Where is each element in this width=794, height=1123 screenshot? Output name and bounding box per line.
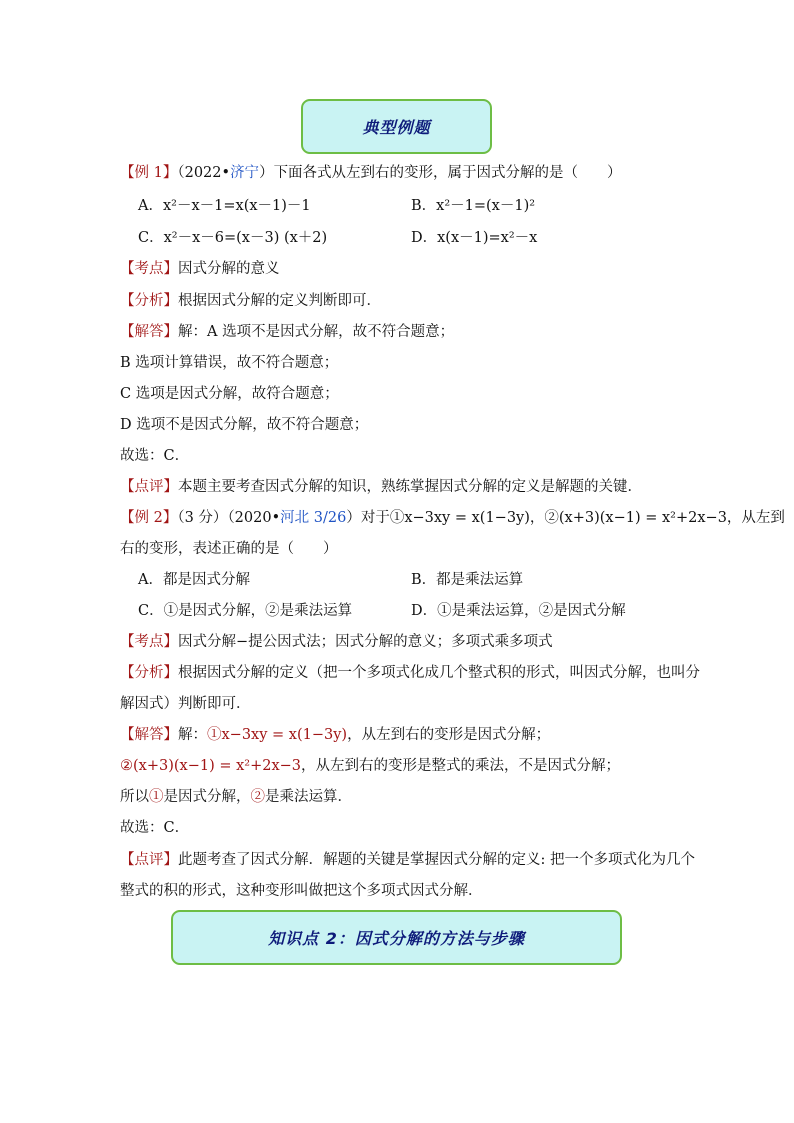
ex1-dianping-tag: 【点评】 — [120, 479, 178, 495]
ex2-jieda-math2: ②(x+3)(x−1) = x²+2x−3 — [120, 758, 302, 774]
ex2-jieda-math1: ①x−3xy = x(1−3y) — [207, 727, 348, 743]
ex2-source-close: ） — [346, 510, 361, 526]
ex1-source-open: （2022• — [177, 165, 231, 181]
ex2-dianping-text: 此题考查了因式分解．解题的关键是掌握因式分解的定义: 把一个多项式化为几个 — [178, 852, 695, 868]
ex1-jieda — [120, 322, 454, 342]
ex1-dianping-text: 本题主要考查因式分解的知识，熟练掌握因式分解的定义是解题的关键． — [178, 479, 642, 495]
ex1-fenxi-text: 根据因式分解的定义判断即可． — [178, 293, 381, 309]
ex2-source-open: （2020• — [227, 510, 281, 526]
ex1-question-text: 下面各式从左到右的变形，属于因式分解的是（ ） — [273, 165, 622, 181]
ex1-kaodian-text: 因式分解的意义 — [178, 261, 280, 277]
ex2-jieda-line3-d: ② — [250, 789, 265, 805]
ex2-question-line2: 右的变形，表述正确的是（ ） — [120, 541, 338, 557]
ex1-kaodian — [120, 259, 280, 279]
ex1-jieda-line3: C 选项是因式分解，故符合题意； — [120, 386, 339, 402]
ex2-question-line1 — [120, 508, 785, 528]
ex1-dianping — [120, 477, 642, 497]
ex2-jieda-prefix: 解： — [178, 727, 207, 743]
ex1-answer: 故选：C． — [120, 448, 190, 464]
ex2-jieda-text2: ，从左到右的变形是整式的乘法，不是因式分解； — [301, 758, 621, 774]
ex1-jieda-line2: B 选项计算错误，故不符合题意； — [120, 355, 339, 371]
ex2-jieda-tag: 【解答】 — [120, 727, 178, 743]
ex2-option-c: C．①是因式分解，②是乘法运算 — [138, 603, 353, 619]
ex2-jieda-line3 — [120, 787, 352, 807]
heading-typical-examples: 典型例题 — [301, 99, 492, 154]
ex2-kaodian-text: 因式分解−提公因式法；因式分解的意义；多项式乘多项式 — [178, 634, 553, 650]
ex2-fenxi-tag: 【分析】 — [120, 665, 178, 681]
ex1-question — [120, 163, 622, 183]
ex2-dianping-tag: 【点评】 — [120, 852, 178, 868]
ex1-kaodian-tag: 【考点】 — [120, 261, 178, 277]
ex2-fenxi-line2: 解因式）判断即可． — [120, 696, 251, 712]
ex2-jieda — [120, 725, 550, 745]
ex2-jieda-line3-b: ① — [149, 789, 164, 805]
ex1-option-a: A．x²－x－1=x(x－1)－1 — [138, 198, 311, 214]
ex1-source-close: ） — [259, 165, 274, 181]
ex2-option-b: B．都是乘法运算 — [411, 572, 524, 588]
ex2-jieda-line2 — [120, 756, 620, 776]
ex2-jieda-line3-a: 所以 — [120, 789, 149, 805]
ex2-fenxi — [120, 663, 700, 683]
ex1-option-b: B．x²－1=(x－1)² — [411, 198, 536, 214]
ex2-source-place: 河北 3/26 — [280, 510, 347, 526]
ex1-jieda-line4: D 选项不是因式分解，故不符合题意； — [120, 417, 369, 433]
ex1-tag: 【例 1】 — [120, 165, 178, 181]
ex2-jieda-line3-c: 是因式分解， — [163, 789, 251, 805]
ex1-fenxi — [120, 291, 381, 311]
ex1-option-d: D．x(x－1)=x²－x — [411, 230, 538, 246]
ex1-option-c: C．x²－x－6=(x－3) (x＋2) — [138, 230, 328, 246]
ex2-answer: 故选：C． — [120, 820, 190, 836]
ex2-kaodian — [120, 632, 553, 652]
ex1-jieda-line1: 解：A 选项不是因式分解，故不符合题意； — [178, 324, 455, 340]
ex1-fenxi-tag: 【分析】 — [120, 293, 178, 309]
ex2-jieda-line3-e: 是乘法运算． — [265, 789, 352, 805]
ex1-source-place: 济宁 — [230, 165, 260, 181]
ex2-tag: 【例 2】 — [120, 510, 178, 526]
ex2-kaodian-tag: 【考点】 — [120, 634, 178, 650]
ex2-dianping — [120, 850, 695, 870]
ex2-jieda-text1: ，从左到右的变形是因式分解； — [347, 727, 551, 743]
ex2-question-text: 对于①x−3xy = x(1−3y)，②(x+3)(x−1) = x²+2x−3，从左到 — [360, 510, 785, 526]
ex2-dianping-line2: 整式的积的形式，这种变形叫做把这个多项式因式分解． — [120, 883, 483, 899]
ex2-option-d: D．①是乘法运算，②是因式分解 — [411, 603, 626, 619]
heading-section-2: 知识点 2：因式分解的方法与步骤 — [171, 910, 622, 965]
ex2-option-a: A．都是因式分解 — [138, 572, 250, 588]
ex1-jieda-tag: 【解答】 — [120, 324, 178, 340]
ex2-fenxi-text: 根据因式分解的定义（把一个多项式化成几个整式积的形式，叫因式分解，也叫分 — [178, 665, 700, 681]
ex2-score: （3 分） — [177, 510, 228, 526]
